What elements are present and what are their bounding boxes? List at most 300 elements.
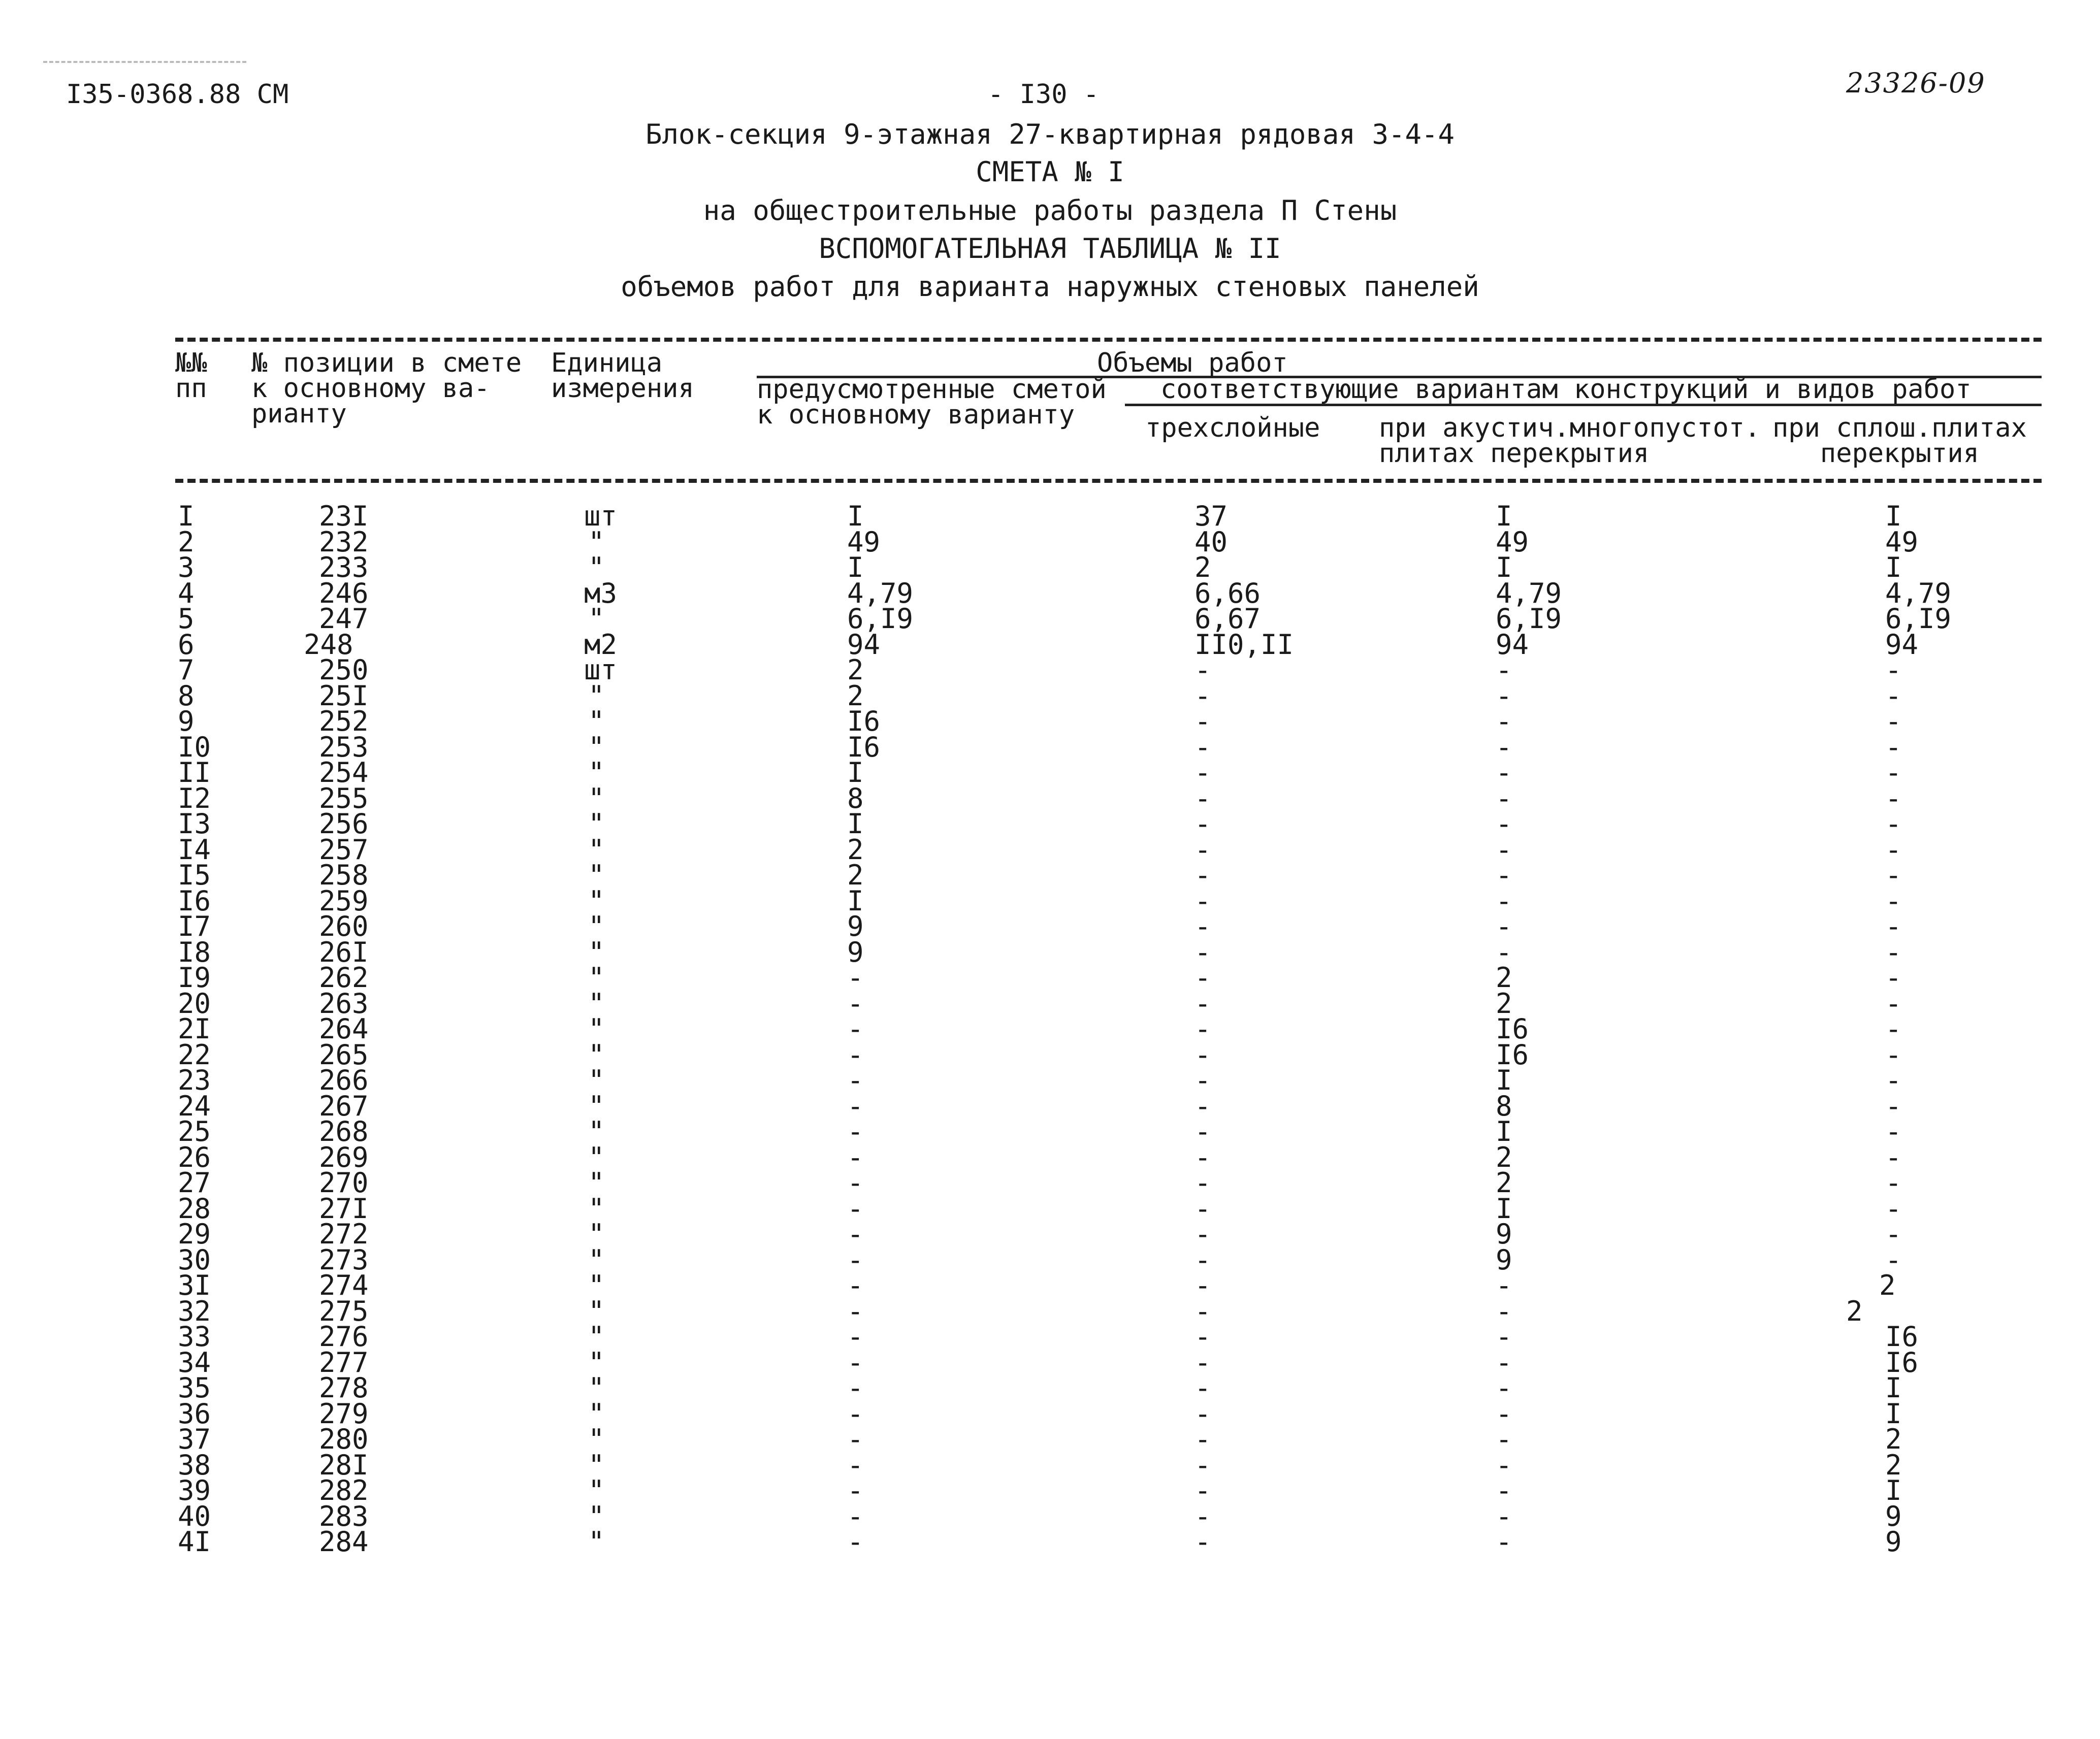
solid-slab-volume: - — [1885, 1064, 1902, 1096]
position-number: 27I — [319, 1192, 369, 1225]
base-volume: I — [847, 808, 864, 840]
solid-slab-volume: - — [1885, 757, 1902, 789]
three-layer-volume: - — [1194, 1115, 1211, 1147]
acoustic-volume: - — [1496, 1321, 1512, 1353]
solid-slab-volume: I — [1885, 500, 1902, 532]
solid-slab-volume: - — [1885, 731, 1902, 763]
three-layer-volume: - — [1194, 808, 1211, 840]
position-number: 246 — [319, 577, 369, 609]
three-layer-volume: - — [1194, 1500, 1211, 1532]
unit: м2 — [584, 628, 618, 661]
title-line-2: СМЕТА № I — [976, 156, 1124, 188]
base-volume: - — [847, 1192, 864, 1225]
acoustic-volume: I — [1496, 1064, 1512, 1096]
acoustic-volume: - — [1496, 910, 1512, 942]
acoustic-volume: - — [1496, 833, 1512, 866]
solid-slab-volume: - — [1885, 705, 1902, 737]
base-volume: - — [847, 1141, 864, 1173]
column-header-base-variant: предусмотренные сметой к основному варианту — [757, 374, 1107, 430]
unit: " — [588, 1141, 605, 1173]
position-number: 282 — [319, 1474, 369, 1506]
position-number: 280 — [319, 1423, 369, 1455]
acoustic-volume: - — [1496, 757, 1512, 789]
position-number: 26I — [319, 936, 369, 968]
solid-slab-volume: 94 — [1885, 628, 1919, 661]
table-header-bottom-rule — [175, 479, 2042, 483]
row-number: 3I — [178, 1269, 211, 1301]
position-number: 276 — [319, 1321, 369, 1353]
row-number: 20 — [178, 987, 211, 1020]
position-number: 232 — [319, 526, 369, 558]
position-number: 272 — [319, 1218, 369, 1250]
position-number: 255 — [319, 782, 369, 814]
row-number: 32 — [178, 1295, 211, 1327]
position-number: 257 — [319, 833, 369, 866]
solid-slab-volume: 9 — [1885, 1526, 1902, 1558]
unit: шт — [584, 654, 618, 686]
three-layer-volume: - — [1194, 1526, 1211, 1558]
solid-slab-volume: 2 — [1885, 1449, 1902, 1481]
base-volume: I — [847, 757, 864, 789]
three-layer-volume: - — [1194, 1423, 1211, 1455]
position-number: 258 — [319, 859, 369, 891]
acoustic-volume: - — [1496, 1449, 1512, 1481]
base-volume: 9 — [847, 936, 864, 968]
solid-slab-volume: - — [1885, 1013, 1902, 1045]
acoustic-volume: - — [1496, 705, 1512, 737]
unit: " — [588, 833, 605, 866]
base-volume: - — [847, 1295, 864, 1327]
position-number: 279 — [319, 1397, 369, 1430]
acoustic-volume: 2 — [1496, 962, 1512, 994]
solid-slab-volume: I — [1885, 1474, 1902, 1506]
row-number: 2I — [178, 1013, 211, 1045]
base-volume: - — [847, 1013, 864, 1045]
unit: м3 — [584, 577, 618, 609]
acoustic-volume: 2 — [1496, 1141, 1512, 1173]
acoustic-volume: - — [1496, 1269, 1512, 1301]
position-number: 256 — [319, 808, 369, 840]
row-number: 40 — [178, 1500, 211, 1532]
base-volume: - — [847, 1115, 864, 1147]
unit: " — [588, 936, 605, 968]
solid-slab-volume: - — [1885, 654, 1902, 686]
solid-slab-volume: - — [1885, 1141, 1902, 1173]
base-volume: 2 — [847, 833, 864, 866]
row-number: I3 — [178, 808, 211, 840]
base-volume: 6,I9 — [847, 603, 914, 635]
acoustic-volume: I — [1496, 1192, 1512, 1225]
position-number: 270 — [319, 1167, 369, 1199]
solid-slab-volume: 4,79 — [1885, 577, 1952, 609]
solid-slab-volume: I — [1885, 551, 1902, 583]
row-number: 26 — [178, 1141, 211, 1173]
position-number: 273 — [319, 1243, 369, 1276]
position-number: 268 — [319, 1115, 369, 1147]
three-layer-volume: - — [1194, 1167, 1211, 1199]
row-number: 4I — [178, 1526, 211, 1558]
acoustic-volume: 9 — [1496, 1243, 1512, 1276]
three-layer-volume: - — [1194, 1243, 1211, 1276]
unit: " — [588, 1474, 605, 1506]
unit: " — [588, 1269, 605, 1301]
unit: " — [588, 1192, 605, 1225]
base-volume: 94 — [847, 628, 881, 661]
row-number: I8 — [178, 936, 211, 968]
solid-slab-volume: - — [1885, 1192, 1902, 1225]
unit: " — [588, 1064, 605, 1096]
row-number: 39 — [178, 1474, 211, 1506]
unit: шт — [584, 500, 618, 532]
position-number: 284 — [319, 1526, 369, 1558]
base-volume: - — [847, 1064, 864, 1096]
position-number: 23I — [319, 500, 369, 532]
base-volume: 2 — [847, 679, 864, 712]
row-number: 7 — [178, 654, 195, 686]
three-layer-volume: - — [1194, 1346, 1211, 1379]
three-layer-volume: - — [1194, 1449, 1211, 1481]
solid-slab-volume: I6 — [1885, 1346, 1919, 1379]
acoustic-volume: - — [1496, 731, 1512, 763]
row-number: 9 — [178, 705, 195, 737]
solid-slab-volume: - — [1885, 987, 1902, 1020]
row-number: 23 — [178, 1064, 211, 1096]
unit: " — [588, 1013, 605, 1045]
row-number: I9 — [178, 962, 211, 994]
three-layer-volume: 40 — [1194, 526, 1228, 558]
position-number: 275 — [319, 1295, 369, 1327]
document-code: I35-0368.88 СМ — [66, 79, 289, 110]
title-line-3: на общестроительные работы раздела П Стены — [703, 194, 1397, 226]
three-layer-volume: - — [1194, 1192, 1211, 1225]
three-layer-volume: 37 — [1194, 500, 1228, 532]
column-header-number: №№ пп — [175, 348, 207, 404]
three-layer-volume: - — [1194, 987, 1211, 1020]
acoustic-volume: I — [1496, 500, 1512, 532]
solid-slab-volume: - — [1885, 936, 1902, 968]
solid-slab-volume: 2 — [1879, 1269, 1896, 1301]
three-layer-volume: II0,II — [1194, 628, 1294, 661]
acoustic-volume: 8 — [1496, 1090, 1512, 1122]
scan-artifact — [43, 61, 246, 63]
acoustic-volume: 94 — [1496, 628, 1529, 661]
acoustic-volume: - — [1496, 808, 1512, 840]
row-number: I6 — [178, 884, 211, 917]
position-number: 233 — [319, 551, 369, 583]
position-number: 277 — [319, 1346, 369, 1379]
acoustic-volume: - — [1496, 1500, 1512, 1532]
solid-slab-volume: - — [1885, 833, 1902, 866]
row-number: I4 — [178, 833, 211, 866]
position-number: 262 — [319, 962, 369, 994]
group-header-variants: соответствующие вариантам конструкций и видов работ — [1160, 374, 1972, 405]
base-volume: 4,79 — [847, 577, 914, 609]
acoustic-volume: 6,I9 — [1496, 603, 1562, 635]
base-volume: 49 — [847, 526, 881, 558]
row-number: I2 — [178, 782, 211, 814]
position-number: 264 — [319, 1013, 369, 1045]
position-number: 248 — [304, 628, 353, 661]
base-volume: I — [847, 500, 864, 532]
base-volume: - — [847, 1321, 864, 1353]
unit: " — [588, 1038, 605, 1071]
acoustic-volume: - — [1496, 859, 1512, 891]
position-number: 254 — [319, 757, 369, 789]
three-layer-volume: - — [1194, 782, 1211, 814]
acoustic-volume: - — [1496, 936, 1512, 968]
base-volume: - — [847, 1090, 864, 1122]
unit: " — [588, 603, 605, 635]
acoustic-volume: 9 — [1496, 1218, 1512, 1250]
column-header-solid: при сплош.плитах перекрытия — [1772, 413, 2027, 469]
base-volume: - — [847, 1526, 864, 1558]
three-layer-volume: - — [1194, 757, 1211, 789]
three-layer-volume: - — [1194, 1372, 1211, 1404]
solid-slab-volume: - — [1885, 1115, 1902, 1147]
solid-slab-volume: I — [1885, 1397, 1902, 1430]
row-number: 6 — [178, 628, 195, 661]
title-line-1: Блок-секция 9-этажная 27-квартирная рядовая 3-4-4 — [645, 118, 1455, 150]
row-number: II — [178, 757, 211, 789]
row-number: 35 — [178, 1372, 211, 1404]
three-layer-volume: - — [1194, 833, 1211, 866]
row-number: 28 — [178, 1192, 211, 1225]
acoustic-volume: - — [1496, 1423, 1512, 1455]
solid-slab-volume: 9 — [1885, 1500, 1902, 1532]
unit: " — [588, 1500, 605, 1532]
unit: " — [588, 910, 605, 942]
acoustic-volume: I — [1496, 551, 1512, 583]
solid-slab-volume: - — [1885, 859, 1902, 891]
column-header-three-layer: трехслойные — [1145, 413, 1320, 443]
position-number: 266 — [319, 1064, 369, 1096]
acoustic-volume: - — [1496, 1346, 1512, 1379]
row-number: 24 — [178, 1090, 211, 1122]
three-layer-volume: - — [1194, 962, 1211, 994]
unit: " — [588, 1218, 605, 1250]
base-volume: - — [847, 1167, 864, 1199]
position-number: 25I — [319, 679, 369, 712]
solid-slab-volume: - — [1885, 782, 1902, 814]
row-number: I — [178, 500, 195, 532]
position-number: 259 — [319, 884, 369, 917]
base-volume: - — [847, 987, 864, 1020]
solid-slab-volume: I6 — [1885, 1321, 1919, 1353]
row-number: 22 — [178, 1038, 211, 1071]
acoustic-volume: - — [1496, 1526, 1512, 1558]
position-number: 253 — [319, 731, 369, 763]
unit: " — [588, 782, 605, 814]
acoustic-volume: - — [1496, 654, 1512, 686]
base-volume: 2 — [847, 859, 864, 891]
unit: " — [588, 808, 605, 840]
row-number: 30 — [178, 1243, 211, 1276]
base-volume: - — [847, 1346, 864, 1379]
acoustic-volume: I6 — [1496, 1038, 1529, 1071]
three-layer-volume: - — [1194, 1218, 1211, 1250]
position-number: 269 — [319, 1141, 369, 1173]
base-volume: - — [847, 1218, 864, 1250]
three-layer-volume: - — [1194, 936, 1211, 968]
row-number: I7 — [178, 910, 211, 942]
unit: " — [588, 526, 605, 558]
unit: " — [588, 1115, 605, 1147]
row-number: 2 — [178, 526, 195, 558]
position-number: 263 — [319, 987, 369, 1020]
solid-slab-volume: - — [1885, 910, 1902, 942]
row-number: I5 — [178, 859, 211, 891]
row-number: 37 — [178, 1423, 211, 1455]
three-layer-volume: - — [1194, 884, 1211, 917]
row-number: 33 — [178, 1321, 211, 1353]
row-number: 34 — [178, 1346, 211, 1379]
unit: " — [588, 1449, 605, 1481]
base-volume: 9 — [847, 910, 864, 942]
acoustic-volume: - — [1496, 1397, 1512, 1430]
acoustic-volume: - — [1496, 1295, 1512, 1327]
acoustic-volume: I6 — [1496, 1013, 1529, 1045]
acoustic-volume: - — [1496, 679, 1512, 712]
row-number: I0 — [178, 731, 211, 763]
three-layer-volume: - — [1194, 1038, 1211, 1071]
position-number: 274 — [319, 1269, 369, 1301]
solid-slab-volume: 49 — [1885, 526, 1919, 558]
three-layer-volume: - — [1194, 1090, 1211, 1122]
unit: " — [588, 1167, 605, 1199]
solid-slab-volume: 2 — [1885, 1423, 1902, 1455]
unit: " — [588, 705, 605, 737]
three-layer-volume: 6,67 — [1194, 603, 1261, 635]
acoustic-volume: - — [1496, 884, 1512, 917]
solid-slab-volume: - — [1885, 1218, 1902, 1250]
base-volume: - — [847, 1397, 864, 1430]
unit: " — [588, 1321, 605, 1353]
row-number: 36 — [178, 1397, 211, 1430]
base-volume: I6 — [847, 731, 881, 763]
position-number: 260 — [319, 910, 369, 942]
acoustic-volume: 4,79 — [1496, 577, 1562, 609]
unit: " — [588, 1397, 605, 1430]
unit: " — [588, 859, 605, 891]
unit: " — [588, 962, 605, 994]
row-number: 4 — [178, 577, 195, 609]
three-layer-volume: 6,66 — [1194, 577, 1261, 609]
three-layer-volume: - — [1194, 705, 1211, 737]
title-line-4: ВСПОМОГАТЕЛЬНАЯ ТАБЛИЦА № II — [819, 233, 1281, 265]
base-volume: - — [847, 1243, 864, 1276]
unit: " — [588, 1423, 605, 1455]
archive-stamp: 23326-09 — [1846, 67, 1986, 99]
position-number: 252 — [319, 705, 369, 737]
row-number: 3 — [178, 551, 195, 583]
solid-slab-volume: - — [1885, 962, 1902, 994]
base-volume: 8 — [847, 782, 864, 814]
row-number: 5 — [178, 603, 195, 635]
base-volume: - — [847, 1038, 864, 1071]
position-number: 278 — [319, 1372, 369, 1404]
base-volume: - — [847, 1500, 864, 1532]
acoustic-volume: 49 — [1496, 526, 1529, 558]
column-header-unit: Единица измерения — [551, 348, 694, 404]
acoustic-volume: - — [1496, 1474, 1512, 1506]
unit: " — [588, 987, 605, 1020]
acoustic-volume: - — [1496, 1372, 1512, 1404]
position-number: 283 — [319, 1500, 369, 1532]
column-header-position: № позиции в смете к основному ва- рианту — [251, 348, 522, 429]
solid-slab-volume: 2 — [1846, 1295, 1863, 1327]
base-volume: I — [847, 884, 864, 917]
three-layer-volume: - — [1194, 859, 1211, 891]
base-volume: I — [847, 551, 864, 583]
position-number: 250 — [319, 654, 369, 686]
three-layer-volume: - — [1194, 731, 1211, 763]
row-number: 8 — [178, 679, 195, 712]
solid-slab-volume: - — [1885, 884, 1902, 917]
position-number: 265 — [319, 1038, 369, 1071]
base-volume: - — [847, 1269, 864, 1301]
acoustic-volume: I — [1496, 1115, 1512, 1147]
unit: " — [588, 1090, 605, 1122]
unit: " — [588, 551, 605, 583]
unit: " — [588, 1526, 605, 1558]
base-volume: - — [847, 1474, 864, 1506]
three-layer-volume: - — [1194, 1141, 1211, 1173]
unit: " — [588, 679, 605, 712]
base-volume: - — [847, 1372, 864, 1404]
position-number: 267 — [319, 1090, 369, 1122]
row-number: 29 — [178, 1218, 211, 1250]
unit: " — [588, 1243, 605, 1276]
three-layer-volume: - — [1194, 1064, 1211, 1096]
column-header-acoustic: при акустич.многопустот. плитах перекрытия — [1379, 413, 1761, 469]
unit: " — [588, 1295, 605, 1327]
title-line-5: объемов работ для варианта наружных стеновых панелей — [621, 271, 1479, 303]
unit: " — [588, 757, 605, 789]
three-layer-volume: - — [1194, 654, 1211, 686]
unit: " — [588, 1372, 605, 1404]
base-volume: - — [847, 1449, 864, 1481]
solid-slab-volume: - — [1885, 1167, 1902, 1199]
table-top-rule — [175, 338, 2042, 342]
position-number: 28I — [319, 1449, 369, 1481]
solid-slab-volume: - — [1885, 808, 1902, 840]
solid-slab-volume: - — [1885, 1090, 1902, 1122]
unit: " — [588, 884, 605, 917]
acoustic-volume: - — [1496, 782, 1512, 814]
three-layer-volume: - — [1194, 1269, 1211, 1301]
row-number: 38 — [178, 1449, 211, 1481]
three-layer-volume: - — [1194, 910, 1211, 942]
base-volume: I6 — [847, 705, 881, 737]
three-layer-volume: - — [1194, 1397, 1211, 1430]
unit: " — [588, 731, 605, 763]
base-volume: - — [847, 1423, 864, 1455]
position-number: 247 — [319, 603, 369, 635]
acoustic-volume: 2 — [1496, 987, 1512, 1020]
row-number: 25 — [178, 1115, 211, 1147]
solid-slab-volume: - — [1885, 679, 1902, 712]
three-layer-volume: - — [1194, 679, 1211, 712]
row-number: 27 — [178, 1167, 211, 1199]
acoustic-volume: 2 — [1496, 1167, 1512, 1199]
solid-slab-volume: - — [1885, 1038, 1902, 1071]
solid-slab-volume: - — [1885, 1243, 1902, 1276]
base-volume: - — [847, 962, 864, 994]
three-layer-volume: 2 — [1194, 551, 1211, 583]
unit: " — [588, 1346, 605, 1379]
page-number: - I30 - — [988, 79, 1100, 110]
solid-slab-volume: 6,I9 — [1885, 603, 1952, 635]
